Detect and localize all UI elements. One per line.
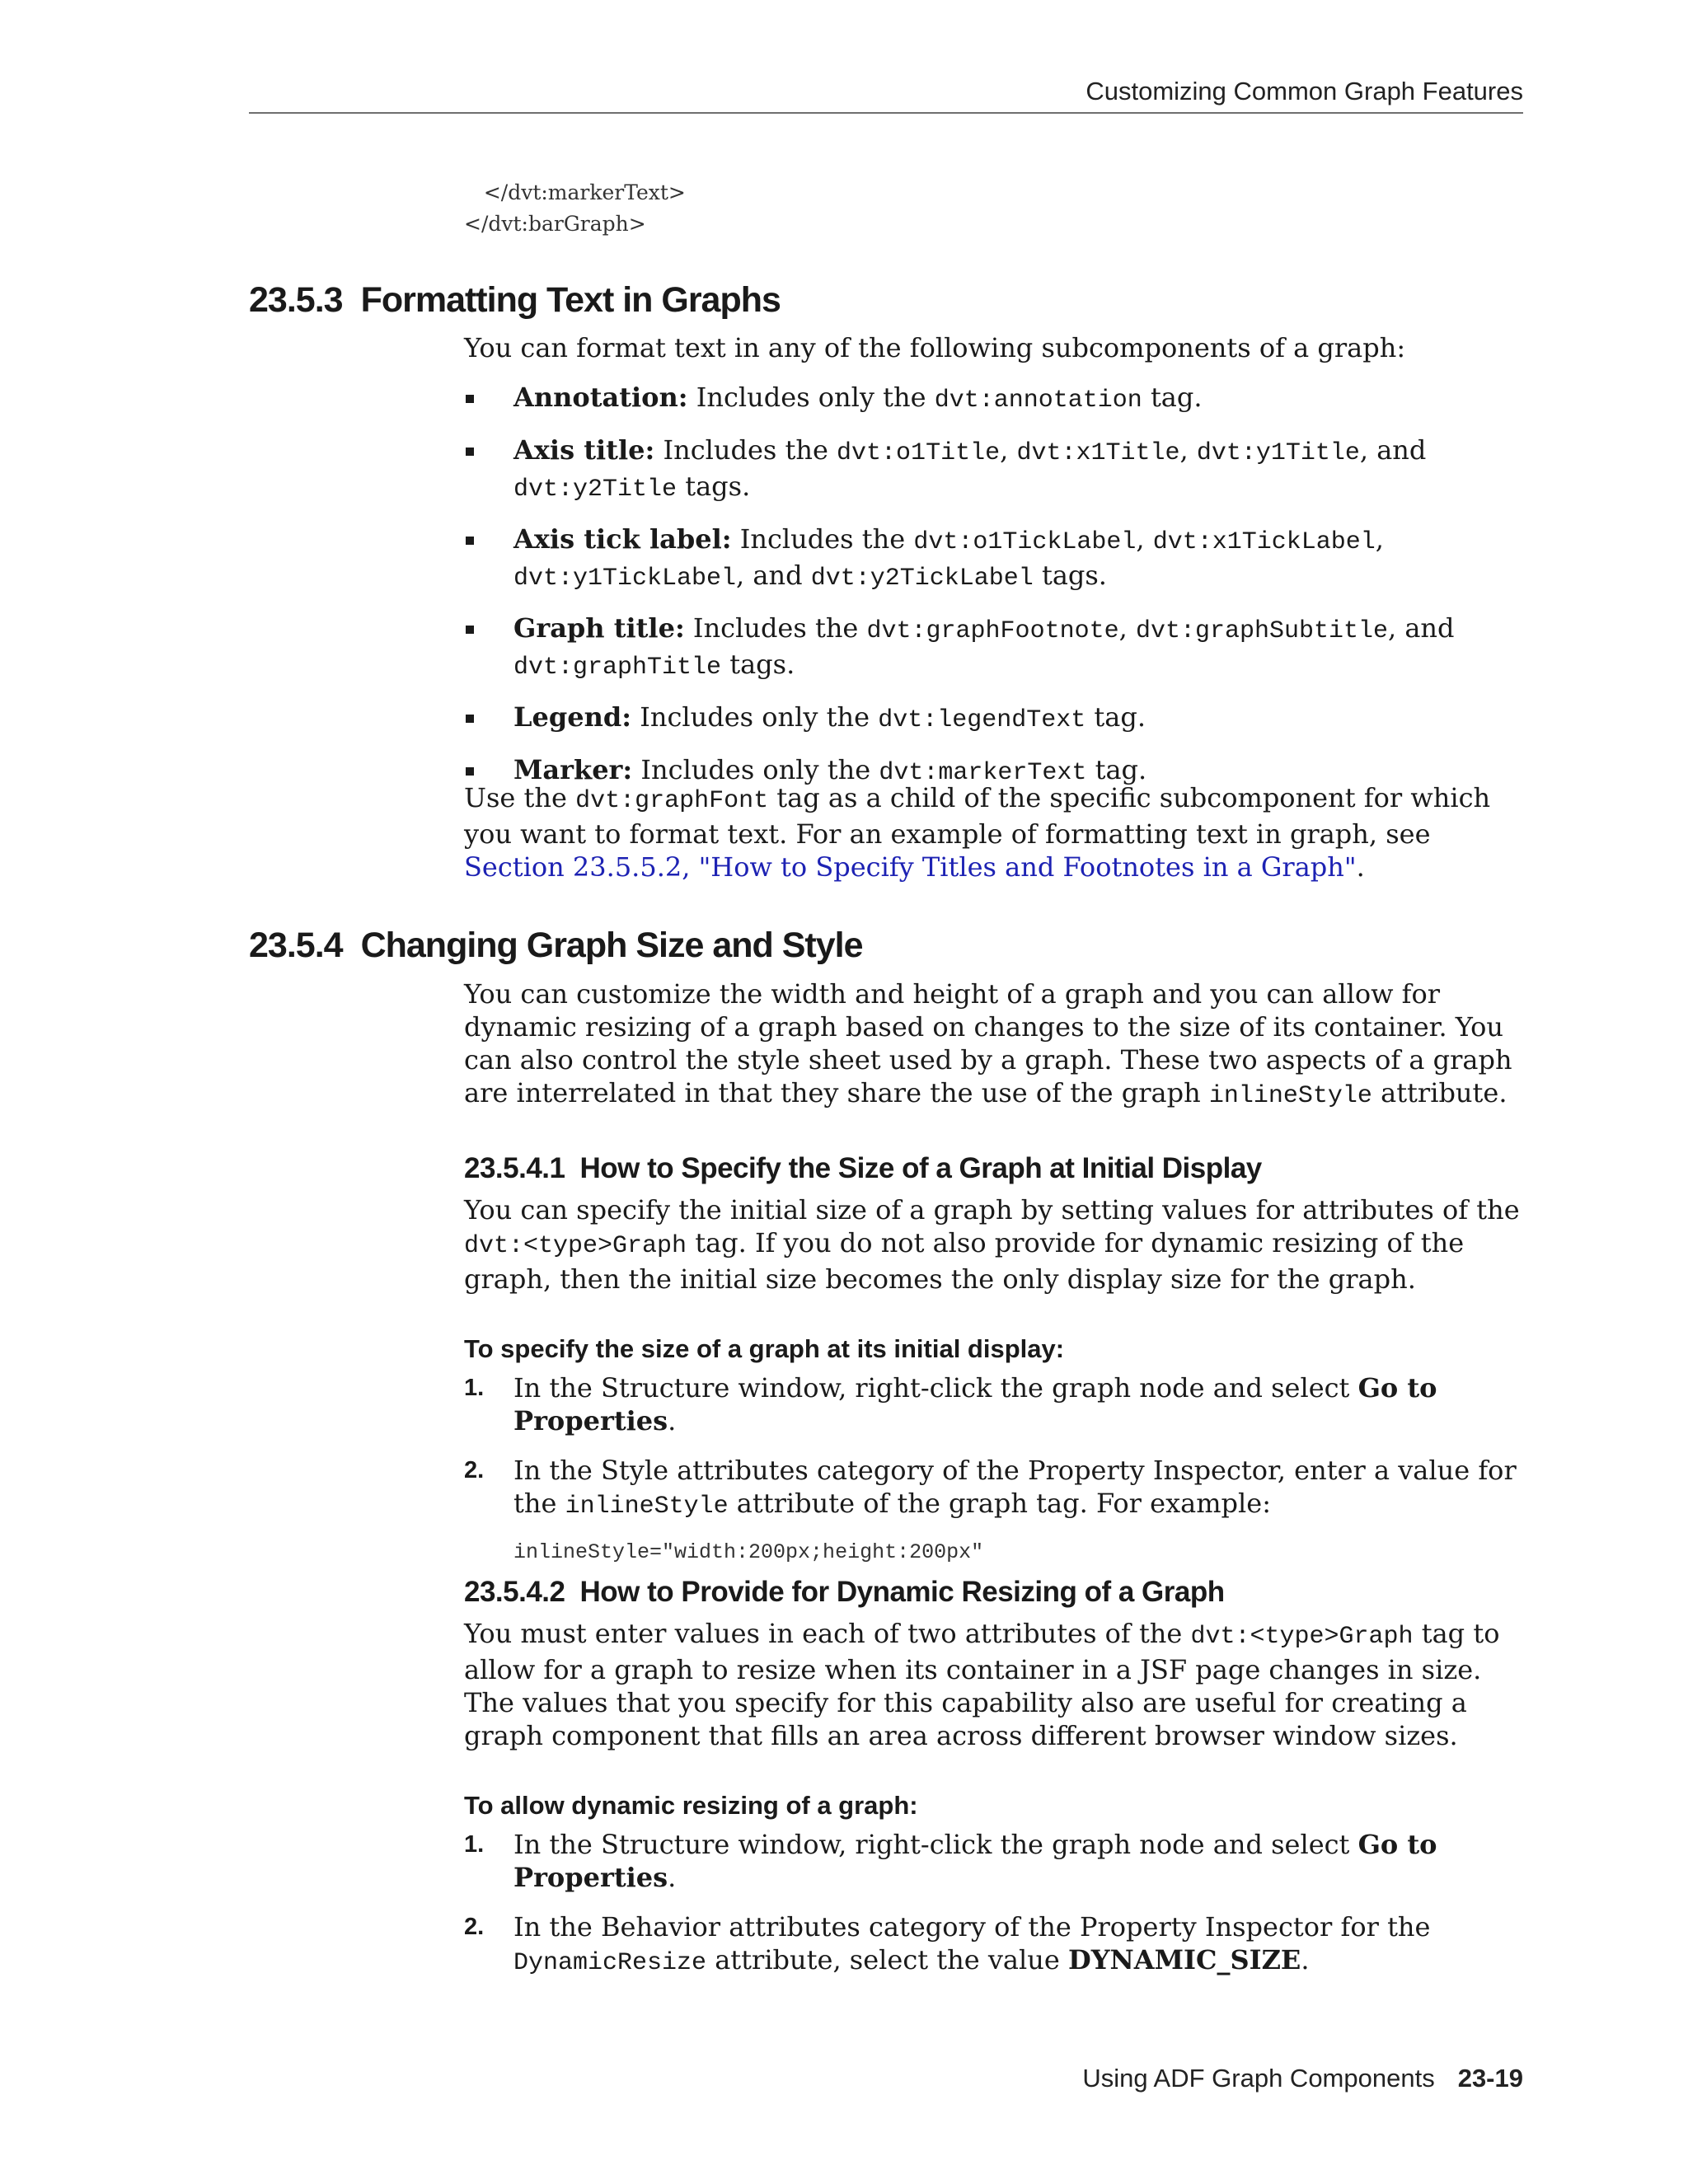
item-label: Legend:: [513, 701, 632, 733]
paragraph-text: attribute.: [1372, 1077, 1507, 1108]
menu-command: Go to Properties: [513, 1829, 1437, 1893]
paragraph-text: tag as a child of the specific subcomponent for which you want to format text. For an example of formatting text in graph, see: [464, 782, 1491, 850]
procedure-step: [464, 1454, 1527, 1568]
item-code: dvt:graphFootnote: [866, 617, 1119, 645]
item-label: Graph title:: [513, 612, 685, 644]
item-code: dvt:graphSubtitle: [1135, 617, 1388, 645]
subsection-number: 23.5.4.2: [464, 1576, 565, 1608]
step-text: In the Structure window, right-click the graph node and select: [513, 1372, 1358, 1404]
bullet-icon: [466, 395, 474, 403]
item-text: tag.: [1142, 382, 1203, 413]
item-code: dvt:x1TickLabel: [1152, 528, 1376, 556]
page-footer: [1082, 2062, 1523, 2095]
footer-book-title: Using ADF Graph Components: [1082, 2064, 1435, 2093]
paragraph-text: tag. If you do not also provide for dynamic resizing of the graph, then the initial size becomes the only display size for the graph.: [464, 1227, 1465, 1295]
item-text: tags.: [1033, 560, 1107, 591]
procedure-title: To allow dynamic resizing of a graph:: [464, 1791, 918, 1820]
subsection-heading-dynamic-resizing: [464, 1573, 1225, 1611]
item-text: tag.: [1086, 754, 1147, 785]
step-text: attribute of the graph tag. For example:: [728, 1488, 1271, 1519]
bullet-icon: [466, 448, 474, 456]
item-code: dvt:o1Title: [837, 439, 1001, 467]
bullet-icon: [466, 537, 474, 545]
procedure-title: To specify the size of a graph at its initial display:: [464, 1334, 1065, 1363]
inline-code: inlineStyle: [565, 1493, 729, 1521]
section-intro: [464, 977, 1527, 1113]
subsection-body: [464, 1193, 1527, 1296]
item-text: , and: [1388, 612, 1455, 644]
item-code: dvt:annotation: [934, 387, 1142, 415]
section-title: Formatting Text in Graphs: [360, 280, 781, 320]
subsection-number: 23.5.4.1: [464, 1152, 565, 1184]
inline-code: dvt:graphFont: [575, 787, 769, 815]
inline-code: dvt:<type>Graph: [464, 1232, 687, 1260]
item-text: ,: [1118, 612, 1136, 644]
paragraph-text: You can specify the initial size of a graph by setting values for attributes of the: [464, 1194, 1520, 1226]
item-text: tag.: [1085, 701, 1146, 733]
item-text: Includes only the: [631, 701, 879, 733]
value-name: DYNAMIC_SIZE: [1067, 1944, 1301, 1975]
item-code: dvt:o1TickLabel: [913, 528, 1137, 556]
item-code: dvt:graphTitle: [513, 654, 722, 682]
item-label: Marker:: [513, 754, 633, 785]
subsection-title: How to Provide for Dynamic Resizing of a Graph: [579, 1576, 1225, 1608]
item-code: dvt:markerText: [879, 759, 1087, 787]
item-text: , and: [736, 560, 811, 591]
paragraph-text: .: [1356, 851, 1365, 883]
section-number: 23.5.4: [249, 926, 343, 965]
inline-code: DynamicResize: [513, 1949, 707, 1977]
item-text: , and: [1359, 434, 1427, 466]
item-text: tags.: [677, 471, 751, 502]
bullet-icon: [466, 626, 474, 634]
list-item: [464, 434, 1527, 506]
procedure-step: [464, 1371, 1527, 1437]
procedure-steps: [464, 1828, 1527, 1980]
section-heading-formatting-text: [249, 279, 781, 321]
item-code: dvt:y2TickLabel: [810, 565, 1034, 593]
step-text: .: [1301, 1944, 1310, 1975]
code-line: </dvt:barGraph>: [464, 212, 646, 236]
list-item: [464, 612, 1527, 684]
section-cross-reference-link[interactable]: Section 23.5.5.2, "How to Specify Titles and Footnotes in a Graph": [464, 851, 1357, 883]
item-text: Includes only the: [687, 382, 935, 413]
running-header-title: Customizing Common Graph Features: [1085, 77, 1523, 105]
subsection-heading-initial-size: [464, 1150, 1262, 1188]
code-line: </dvt:markerText>: [464, 180, 686, 204]
item-code: dvt:x1Title: [1016, 439, 1180, 467]
procedure-step: [464, 1910, 1527, 1980]
item-label: Axis title:: [513, 434, 655, 466]
section-title: Changing Graph Size and Style: [360, 926, 863, 965]
paragraph-text: You can customize the width and height of a graph and you can allow for dynamic resizing of a graph based on changes to the size of its container. You can also control the style sheet used by a graph. These two aspects of a graph are interrelated in that they share the use of the graph: [464, 978, 1512, 1108]
item-text: ,: [1000, 434, 1017, 466]
running-header: [249, 71, 1523, 114]
page-number: 23-19: [1457, 2064, 1523, 2093]
bullet-icon: [466, 715, 474, 723]
step-text: In the Style attributes category of the Property Inspector, enter a value for the: [513, 1455, 1517, 1519]
list-item: [464, 523, 1527, 595]
step-number: 1.: [464, 1375, 485, 1401]
item-code: dvt:legendText: [878, 706, 1086, 734]
subsection-body: [464, 1617, 1527, 1752]
bullet-icon: [466, 767, 474, 776]
section-heading-graph-size-style: [249, 924, 863, 967]
procedure-step: [464, 1828, 1527, 1894]
procedure-steps: [464, 1371, 1527, 1568]
step-number: 1.: [464, 1831, 485, 1858]
subsection-title: How to Specify the Size of a Graph at Initial Display: [579, 1152, 1262, 1184]
menu-command: Go to Properties: [513, 1372, 1437, 1436]
section-intro: You can format text in any of the following subcomponents of a graph:: [464, 332, 1406, 363]
code-snippet: [464, 177, 686, 240]
item-text: Includes the: [731, 523, 914, 555]
section-closing-paragraph: [464, 781, 1527, 883]
inline-code: dvt:<type>Graph: [1190, 1623, 1414, 1651]
step-text: In the Behavior attributes category of the Property Inspector for the: [513, 1911, 1431, 1943]
step-number: 2.: [464, 1914, 485, 1940]
item-label: Annotation:: [513, 382, 688, 413]
item-code: dvt:y1Title: [1196, 439, 1360, 467]
item-text: ,: [1179, 434, 1197, 466]
list-item: [464, 381, 1527, 417]
inline-code: inlineStyle: [1208, 1082, 1372, 1110]
step-number: 2.: [464, 1457, 485, 1483]
item-text: tags.: [721, 649, 795, 680]
item-text: Includes the: [654, 434, 837, 466]
section-number: 23.5.3: [249, 280, 343, 320]
item-text: Includes the: [684, 612, 867, 644]
step-text: .: [668, 1862, 677, 1893]
item-label: Axis tick label:: [513, 523, 732, 555]
item-code: dvt:y2Title: [513, 476, 678, 504]
paragraph-text: You must enter values in each of two attributes of the: [464, 1618, 1191, 1649]
item-text: ,: [1136, 523, 1153, 555]
item-text: Includes only the: [632, 754, 879, 785]
step-text: attribute, select the value: [706, 1944, 1068, 1975]
subcomponent-list: [464, 381, 1527, 790]
item-text: ,: [1375, 523, 1384, 555]
code-example: inlineStyle="width:200px;height:200px": [513, 1540, 984, 1564]
list-item: [464, 701, 1527, 737]
step-text: .: [668, 1405, 677, 1436]
step-text: In the Structure window, right-click the graph node and select: [513, 1829, 1358, 1860]
item-code: dvt:y1TickLabel: [513, 565, 737, 593]
paragraph-text: tag to allow for a graph to resize when its container in a JSF page changes in size. The values that you specify for this capability also are useful for creating a graph component that fills an area across different browser window sizes.: [464, 1618, 1500, 1751]
paragraph-text: Use the: [464, 782, 576, 813]
